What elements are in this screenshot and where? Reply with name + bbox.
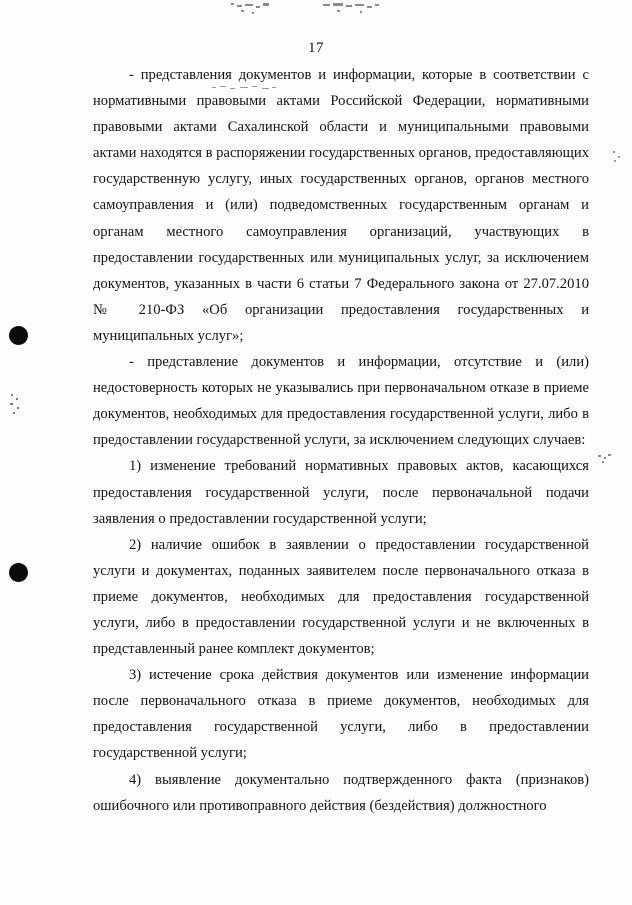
scan-speck-right-lower (596, 452, 614, 466)
list-item-2: 2) наличие ошибок в заявлении о предоставлении государственной услуги и документах, поданных заявителем после первоначального отказа в приеме документов, необходимых для предоставления государственной услуги, либо в предоставлении государственной услуги и не включенных в представленный ранее комплект документов; (93, 536, 589, 658)
list-item-4: 4) выявление документально подтвержденного факта (признаков) ошибочного или противоправного действия (бездействия) должностного (93, 771, 589, 814)
body-text (93, 62, 589, 819)
list-item-3: 3) истечение срока действия документов или изменение информации после первоначального отказа в приеме документов, необходимых для предоставления государственной услуги, либо в предоставлении государственной услуги; (93, 667, 589, 762)
scan-noise-marks (225, 0, 405, 22)
list-item-1: 1) изменение требований нормативных правовых актов, касающихся предоставления государственной услуги, после первоначальной подачи заявления о предоставлении государственной услуги; (93, 458, 589, 527)
paragraph-documents-exception: - представления документов и информации, которые в соответствии с нормативными правовыми актами Российской Федерации, нормативными правовыми актами Сахалинской области и муниципальными правовыми актами находятся в распоряжении государственных органов, предоставляющих государственную услугу, иных государственных органов, органов местного самоуправления и (или) подведомственных государственным органам и органам местного самоуправления организаций, участвующих в предоставлении государственных или муниципальных услуг, за исключением документов, указанных в части 6 статьи 7 Федерального закона от 27.07.2010 № 210-ФЗ «Об организации предоставления государственных и муниципальных услуг»; (93, 67, 589, 344)
punch-hole-upper (9, 326, 28, 345)
scan-speck-left (8, 392, 24, 418)
scan-speck-above-line (210, 84, 282, 92)
punch-hole-lower (9, 563, 28, 582)
paragraph-documents-not-indicated: - представление документов и информации, отсутствие и (или) недостоверность которых не указывались при первоначальном отказе в приеме документов, необходимых для предоставления государственной услуги, либо в предоставлении государственной услуги, за исключением следующих случаев: (93, 354, 589, 449)
page-number: 17 (308, 40, 324, 56)
scan-speck-right-upper (610, 148, 624, 164)
